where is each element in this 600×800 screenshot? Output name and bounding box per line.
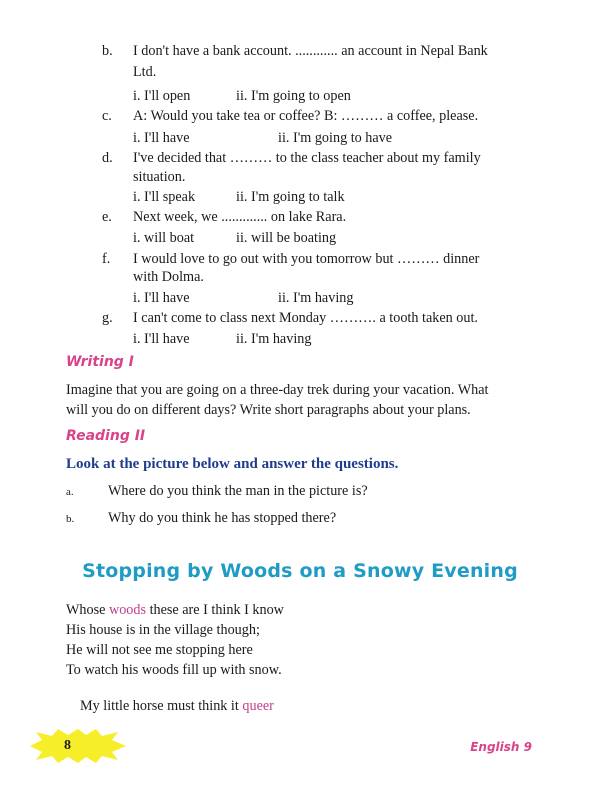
- item-c-option-1: i. I'll have: [133, 130, 190, 146]
- poem-line-4: To watch his woods fill up with snow.: [66, 662, 282, 678]
- poem-line-5: [80, 697, 274, 716]
- item-g-letter: g.: [102, 310, 113, 326]
- poem-title: Stopping by Woods on a Snowy Evening: [82, 560, 518, 582]
- item-f-sentence: I would love to go out with you tomorrow but ……… dinner: [133, 251, 480, 267]
- glossary-word-woods: woods: [108, 602, 147, 618]
- item-g-option-2: ii. I'm having: [236, 331, 312, 347]
- item-e-letter: e.: [102, 209, 112, 225]
- item-d-option-2: ii. I'm going to talk: [236, 189, 345, 205]
- poem-line-1-end: these are I think I know: [146, 602, 284, 618]
- question-a-text: Where do you think the man in the picture is?: [108, 483, 368, 499]
- book-title-footer: English 9: [470, 740, 532, 754]
- question-a-letter: a.: [66, 486, 74, 498]
- reading-heading: Reading II: [66, 428, 146, 444]
- poem-line-1: [66, 601, 284, 620]
- item-e-sentence: Next week, we ............. on lake Rara.: [133, 209, 347, 225]
- poem-line-3: He will not see me stopping here: [66, 642, 253, 658]
- writing-prompt-line-1: Imagine that you are going on a three-day trek during your vacation. What: [66, 382, 489, 398]
- item-d-option-1: i. I'll speak: [133, 189, 196, 205]
- item-f-letter: f.: [102, 251, 111, 267]
- question-b-text: Why do you think he has stopped there?: [108, 510, 337, 526]
- item-d-sentence-cont: situation.: [133, 169, 186, 185]
- writing-prompt-line-2: will you do on different days? Write short paragraphs about your plans.: [66, 402, 471, 418]
- item-c-letter: c.: [102, 108, 112, 124]
- item-c-sentence: A: Would you take tea or coffee? B: ……… a coffee, please.: [133, 108, 479, 124]
- writing-heading: Writing I: [66, 354, 134, 370]
- glossary-word-queer: queer: [242, 698, 274, 714]
- page-number: 8: [64, 738, 71, 753]
- question-b-letter: b.: [66, 513, 75, 525]
- reading-instruction: Look at the picture below and answer the questions.: [66, 456, 399, 472]
- item-e-option-2: ii. will be boating: [236, 230, 337, 246]
- item-b-sentence: I don't have a bank account. ............ an account in Nepal Bank: [133, 43, 488, 59]
- item-b-sentence-cont: Ltd.: [133, 64, 157, 80]
- item-f-option-1: i. I'll have: [133, 290, 190, 306]
- page-number-burst-icon: [28, 728, 128, 764]
- poem-line-5-start: My little horse must think it: [80, 698, 243, 714]
- item-d-letter: d.: [102, 150, 113, 166]
- poem-line-2: His house is in the village though;: [66, 622, 260, 638]
- item-g-option-1: i. I'll have: [133, 331, 190, 347]
- item-b-letter: b.: [102, 43, 113, 59]
- item-b-option-1: i. I'll open: [133, 88, 191, 104]
- item-c-option-2: ii. I'm going to have: [278, 130, 393, 146]
- item-f-sentence-cont: with Dolma.: [133, 269, 204, 285]
- item-f-option-2: ii. I'm having: [278, 290, 354, 306]
- item-b-option-2: ii. I'm going to open: [236, 88, 351, 104]
- item-g-sentence: I can't come to class next Monday ………. a tooth taken out.: [133, 310, 478, 326]
- item-d-sentence: I've decided that ……… to the class teacher about my family: [133, 150, 481, 166]
- poem-line-1-start: Whose: [66, 602, 109, 618]
- item-e-option-1: i. will boat: [133, 230, 195, 246]
